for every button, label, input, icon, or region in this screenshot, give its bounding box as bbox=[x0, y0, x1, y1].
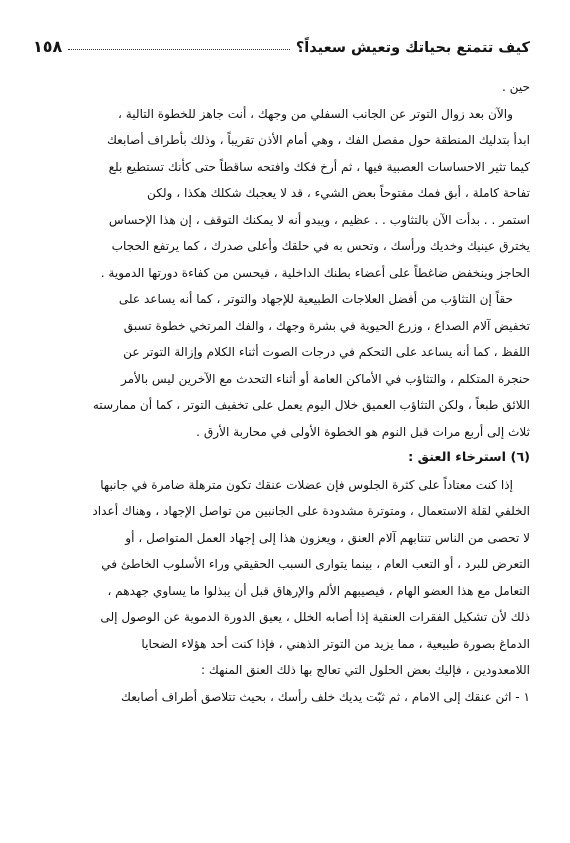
text-line: الخلفي لقلة الاستعمال ، ومتوترة مشدودة على الجانبين من تواصل الإجهاد ، وهناك أعداد bbox=[92, 504, 530, 518]
list-item: ١ - اثن عنقك إلى الامام ، ثم ثبّت يديك خلف رأسك ، بحيث تتلاصق أطراف أصابعك bbox=[121, 689, 530, 704]
text-line: كيما تثير الاحساسات العصبية فيها ، ثم أرخ فكك وافتحه ساقطاً حتى كأنك تستطيع بلع bbox=[108, 159, 530, 174]
text-line: ابدأ بتدليك المنطقة حول مفصل الفك ، وهي أمام الأذن تقريباً ، وذلك بأطراف أصابعك bbox=[106, 133, 530, 147]
text-line: اللفظ ، كما أنه يساعد على التحكم في درجات الصوت أثناء الكلام وإزالة التوتر عن bbox=[123, 345, 530, 359]
paragraph-first-line: إذا كنت معتاداً على كثرة الجلوس فإن عضلات عنقك تكون مترهلة ضامرة في جانبها bbox=[100, 477, 513, 492]
text-line: ذلك لأن تشكيل الفقرات العنقية إذا أصابه الخلل ، يعيق الدورة الدموية عن الوصول إلى bbox=[100, 610, 530, 624]
section-heading: (٦) استرخاء العنق : bbox=[408, 450, 530, 465]
text-line: حين . bbox=[501, 80, 530, 94]
text-line: اللائق طبعاً ، ولكن التثاؤب العميق خلال اليوم يعمل على تخفيف التوتر ، كما أن ممارسته bbox=[92, 398, 530, 412]
text-line: تفاحة كاملة ، أبق فمك مفتوحاً بعض الشيء ، قد لا يعجبك شكلك هكذا ، ولكن bbox=[146, 186, 530, 200]
text-line: اللامعدودين ، فإليك بعض الحلول التي تعالج بها ذلك العنق المنهك : bbox=[201, 663, 530, 677]
text-line: ثلاث إلى أربع مرات قبل النوم هو الخطوة الأولى في محاربة الأرق . bbox=[196, 424, 530, 439]
page-body bbox=[33, 74, 530, 710]
text-line: الحاجز وينخفض ضاغطاً على أعضاء بطنك الداخلية ، فيحسن من كفاءة دورتها الدموية . bbox=[100, 265, 530, 280]
text-line: تخفيض آلام الصداع ، وزرع الحيوية في بشرة وجهك ، والفك المرتخي خطوة تسبق bbox=[123, 318, 530, 333]
header-dotted-leader bbox=[68, 49, 290, 50]
page-number: ١٥٨ bbox=[33, 37, 63, 56]
paragraph-first-line: حقاً إن التثاؤب من أفضل العلاجات الطبيعية للإجهاد والتوتر ، كما أنه يساعد على bbox=[118, 292, 513, 306]
page-header bbox=[33, 34, 530, 56]
text-line: التعرض للبرد ، أو التعب العام ، بينما يتوارى السبب الحقيقي وراء الأسلوب الخاطئ في bbox=[101, 557, 530, 571]
text-line: يخترق عينيك وخديك ورأسك ، وتحس به في حلقك وأعلى صدرك ، كما يرتفع الحجاب bbox=[111, 239, 530, 253]
text-line: لا تحصى من الناس تنتابهم آلام العنق ، ويعزون هذا إلى إجهاد العمل المتواصل ، أو bbox=[125, 530, 530, 545]
text-line: التعامل مع هذا العضو الهام ، فيصيبهم الألم والإرهاق قبل أن يبذلوا ما يساوي جهدهم ، bbox=[107, 583, 530, 598]
text-line: حنجرة المتكلم ، والتثاؤب في الأماكن العامة أو أثناء التحدث مع الآخرين ليس بالأمر bbox=[120, 371, 530, 386]
paragraph-first-line: والآن بعد زوال التوتر عن الجانب السفلي من وجهك ، أنت جاهز للخطوة التالية ، bbox=[118, 106, 513, 121]
text-line: الدماغ بصورة طبيعية ، مما يزيد من التوتر الذهني ، فإذا كنت أحد هؤلاء الضحايا bbox=[141, 636, 530, 651]
text-line: استمر . . بدأت الآن بالتثاوب . . عظيم ، ويبدو أنه لا يمكنك التوقف ، إن هذا الإحساس bbox=[108, 212, 530, 227]
running-title: كيف تتمتع بحياتك وتعيش سعيداً؟ bbox=[295, 40, 530, 56]
